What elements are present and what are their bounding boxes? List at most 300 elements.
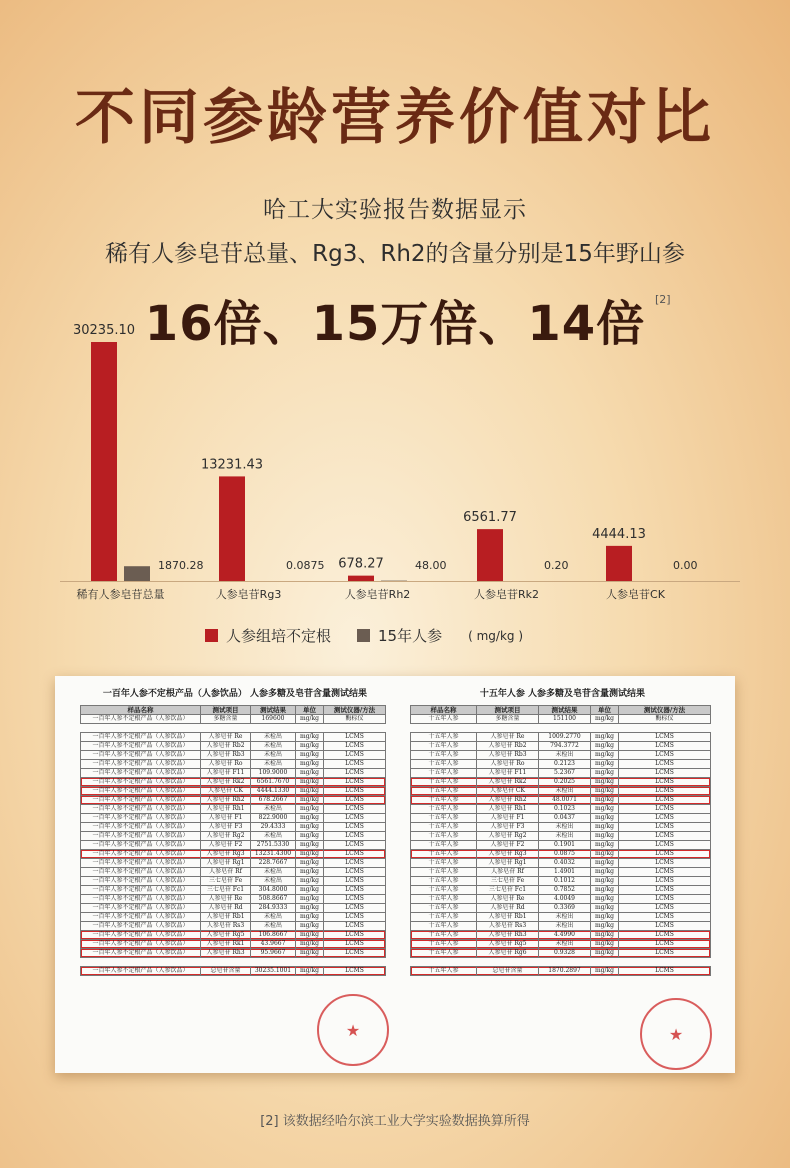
table-cell: 未检出 [251, 868, 296, 877]
table-row [81, 940, 386, 949]
table-cell: 人参皂苷 Rb2 [201, 742, 251, 751]
table-cell: 十五年人参 [411, 760, 477, 769]
table-cell: 人参皂苷 CK [201, 787, 251, 796]
table-cell [477, 958, 539, 967]
table-cell [251, 958, 296, 967]
table-cell: LCMS [324, 805, 386, 814]
table-row [411, 940, 711, 949]
category-label: 人参皂苷Rk2 [473, 588, 540, 601]
table-cell: mg/kg [591, 850, 619, 859]
table-cell: mg/kg [591, 823, 619, 832]
table-row [81, 913, 386, 922]
category-label: 人参皂苷Rh2 [344, 588, 411, 601]
table-cell: LCMS [619, 850, 711, 859]
table-cell: 十五年人参 [411, 877, 477, 886]
table-cell: 未检出 [539, 823, 591, 832]
table-cell: 人参皂苷 Rd [477, 904, 539, 913]
table-row [81, 796, 386, 805]
table-cell: 4444.1330 [251, 787, 296, 796]
table-cell: 人参皂苷 Rs3 [477, 922, 539, 931]
table-cell: 304.8000 [251, 886, 296, 895]
table-cell: 人参皂苷 Rb1 [201, 913, 251, 922]
table-cell: mg/kg [591, 886, 619, 895]
header-item: 测试项目 [477, 706, 539, 715]
table-cell: LCMS [324, 922, 386, 931]
report-right-table [410, 705, 711, 976]
table-cell: mg/kg [591, 805, 619, 814]
table-cell [539, 958, 591, 967]
table-cell: mg/kg [591, 904, 619, 913]
table-row [411, 931, 711, 940]
table-cell: LCMS [619, 949, 711, 958]
table-cell: mg/kg [296, 886, 324, 895]
table-cell: mg/kg [591, 760, 619, 769]
table-cell: 十五年人参 [411, 715, 477, 724]
table-row [81, 967, 386, 976]
table-cell: 人参皂苷 Rg6 [477, 949, 539, 958]
table-cell: mg/kg [296, 940, 324, 949]
table-row [411, 814, 711, 823]
table-cell: LCMS [324, 751, 386, 760]
data-label-15yr-ginseng: 0.20 [544, 559, 569, 572]
table-row [411, 949, 711, 958]
table-cell: 228.7667 [251, 859, 296, 868]
table-cell: 人参皂苷 F1 [477, 814, 539, 823]
table-cell: mg/kg [591, 877, 619, 886]
table-row [411, 742, 711, 751]
table-cell: mg/kg [296, 877, 324, 886]
table-cell: LCMS [619, 769, 711, 778]
table-cell: LCMS [619, 823, 711, 832]
data-label-15yr-ginseng: 1870.28 [158, 559, 204, 572]
table-cell: mg/kg [591, 967, 619, 976]
table-cell: mg/kg [591, 841, 619, 850]
table-cell: LCMS [619, 787, 711, 796]
table-row [81, 724, 386, 733]
table-cell [591, 724, 619, 733]
table-cell: 一百年人参不定根产品（人参饮品） [81, 850, 201, 859]
table-cell [411, 724, 477, 733]
category-label: 人参皂苷CK [606, 588, 665, 601]
table-cell: mg/kg [591, 940, 619, 949]
table-cell: 人参皂苷 F1 [201, 814, 251, 823]
table-cell: 人参皂苷 Re [477, 895, 539, 904]
table-cell: 人参皂苷 Rh1 [201, 805, 251, 814]
legend-label-adventitious-root: 人参组培不定根 [226, 627, 332, 645]
table-cell [81, 724, 201, 733]
table-row [81, 841, 386, 850]
table-cell: LCMS [324, 823, 386, 832]
table-row [411, 778, 711, 787]
table-cell [477, 724, 539, 733]
table-cell: 一百年人参不定根产品（人参饮品） [81, 805, 201, 814]
table-cell: 总皂苷含量 [201, 967, 251, 976]
table-cell: 一百年人参不定根产品（人参饮品） [81, 877, 201, 886]
chart-legend [205, 625, 523, 646]
table-cell: 一百年人参不定根产品（人参饮品） [81, 832, 201, 841]
table-cell: 人参皂苷 F2 [477, 841, 539, 850]
table-cell: 十五年人参 [411, 913, 477, 922]
table-cell: 未检出 [251, 832, 296, 841]
table-cell [201, 724, 251, 733]
data-label-15yr-ginseng: 48.00 [415, 559, 447, 572]
table-cell: LCMS [619, 751, 711, 760]
table-cell: 十五年人参 [411, 940, 477, 949]
table-row [411, 733, 711, 742]
table-row [411, 850, 711, 859]
table-cell: mg/kg [296, 796, 324, 805]
table-cell: mg/kg [296, 904, 324, 913]
table-cell: 未检出 [251, 751, 296, 760]
table-cell: 未检出 [539, 751, 591, 760]
table-cell: 人参皂苷 Rs3 [201, 922, 251, 931]
table-cell: 人参皂苷 Rg3 [477, 850, 539, 859]
table-cell: mg/kg [296, 850, 324, 859]
table-cell: 5.2367 [539, 769, 591, 778]
table-cell: mg/kg [591, 931, 619, 940]
table-cell: LCMS [324, 868, 386, 877]
table-cell: mg/kg [296, 715, 324, 724]
table-cell: LCMS [324, 796, 386, 805]
table-row [411, 868, 711, 877]
table-cell: 0.0437 [539, 814, 591, 823]
comparison-bar-chart [0, 300, 790, 610]
table-row [411, 823, 711, 832]
table-cell: mg/kg [296, 751, 324, 760]
bar-adventitious-root [477, 529, 503, 581]
report-left [80, 676, 390, 976]
table-cell: LCMS [324, 904, 386, 913]
table-cell: 一百年人参不定根产品（人参饮品） [81, 868, 201, 877]
table-cell: 4.4990 [539, 931, 591, 940]
table-cell: LCMS [619, 877, 711, 886]
chart-unit-label: ( mg/kg ) [468, 628, 524, 643]
table-cell: 十五年人参 [411, 805, 477, 814]
table-row [411, 724, 711, 733]
table-row [81, 742, 386, 751]
table-cell: 人参皂苷 Rh3 [477, 931, 539, 940]
table-cell: 人参皂苷 F3 [477, 823, 539, 832]
table-row [411, 859, 711, 868]
table-cell: LCMS [619, 967, 711, 976]
data-label-adventitious-root: 30235.10 [72, 323, 136, 338]
header-unit: 单位 [591, 706, 619, 715]
table-cell: 一百年人参不定根产品（人参饮品） [81, 778, 201, 787]
table-row [81, 814, 386, 823]
table-cell: 人参皂苷 Rk2 [477, 778, 539, 787]
table-cell: 0.1012 [539, 877, 591, 886]
table-cell: 一百年人参不定根产品（人参饮品） [81, 823, 201, 832]
table-cell: LCMS [324, 859, 386, 868]
table-cell: LCMS [324, 967, 386, 976]
table-cell: 109.9000 [251, 769, 296, 778]
table-cell: LCMS [619, 922, 711, 931]
table-cell: mg/kg [591, 859, 619, 868]
table-cell [324, 724, 386, 733]
table-cell: 人参皂苷 Rf [201, 868, 251, 877]
table-cell: 三七皂苷 Fe [201, 877, 251, 886]
table-cell: mg/kg [591, 769, 619, 778]
table-cell: 十五年人参 [411, 733, 477, 742]
table-cell: 十五年人参 [411, 850, 477, 859]
table-cell: 30235.1001 [251, 967, 296, 976]
table-cell: 13231.4300 [251, 850, 296, 859]
legend-item-15yr-ginseng [357, 625, 442, 646]
table-cell: mg/kg [296, 832, 324, 841]
table-cell: mg/kg [591, 922, 619, 931]
table-cell: 人参皂苷 F2 [201, 841, 251, 850]
table-cell: 人参皂苷 Rg1 [477, 859, 539, 868]
table-cell: mg/kg [591, 895, 619, 904]
table-cell: LCMS [324, 850, 386, 859]
table-cell: 一百年人参不定根产品（人参饮品） [81, 904, 201, 913]
table-cell: 十五年人参 [411, 922, 477, 931]
table-cell: 十五年人参 [411, 751, 477, 760]
table-cell [201, 958, 251, 967]
category-label: 稀有人参皂苷总量 [76, 588, 165, 601]
table-cell: 未检出 [539, 940, 591, 949]
table-cell: 人参皂苷 Rg5 [201, 931, 251, 940]
table-cell: 508.8667 [251, 895, 296, 904]
table-cell [591, 958, 619, 967]
table-row [411, 805, 711, 814]
table-cell: 0.0875 [539, 850, 591, 859]
table-cell: 一百年人参不定根产品（人参饮品） [81, 949, 201, 958]
table-cell: 一百年人参不定根产品（人参饮品） [81, 787, 201, 796]
table-cell: LCMS [619, 760, 711, 769]
table-cell: 0.1023 [539, 805, 591, 814]
table-cell: 三七皂苷 Fc1 [477, 886, 539, 895]
table-cell: 48.0071 [539, 796, 591, 805]
table-cell: LCMS [324, 814, 386, 823]
table-row [81, 877, 386, 886]
table-row [411, 841, 711, 850]
table-cell: 多糖含量 [201, 715, 251, 724]
table-cell: mg/kg [296, 913, 324, 922]
report-left-table [80, 705, 386, 976]
table-cell: mg/kg [591, 814, 619, 823]
table-cell: mg/kg [591, 949, 619, 958]
table-cell: mg/kg [296, 769, 324, 778]
table-cell: 95.9667 [251, 949, 296, 958]
table-cell: LCMS [619, 868, 711, 877]
table-cell: mg/kg [296, 823, 324, 832]
table-cell: 43.9667 [251, 940, 296, 949]
header-result: 测试结果 [539, 706, 591, 715]
table-cell: mg/kg [296, 967, 324, 976]
table-cell: 1870.2897 [539, 967, 591, 976]
table-cell: 一百年人参不定根产品（人参饮品） [81, 895, 201, 904]
table-cell: 十五年人参 [411, 859, 477, 868]
table-row [81, 778, 386, 787]
table-cell: 多糖含量 [477, 715, 539, 724]
table-cell: 人参皂苷 Rk1 [201, 940, 251, 949]
bar-15yr-ginseng [124, 566, 150, 581]
table-cell: 十五年人参 [411, 778, 477, 787]
table-cell: 人参皂苷 F11 [477, 769, 539, 778]
table-cell: 十五年人参 [411, 967, 477, 976]
table-cell: 人参皂苷 Ro [201, 760, 251, 769]
table-cell: 人参皂苷 Rb3 [477, 751, 539, 760]
official-seal-left: ★ [317, 994, 389, 1066]
table-cell [619, 958, 711, 967]
table-cell: mg/kg [296, 895, 324, 904]
table-cell: 总皂苷含量 [477, 967, 539, 976]
table-cell: mg/kg [591, 715, 619, 724]
table-cell: mg/kg [296, 922, 324, 931]
table-cell: LCMS [324, 877, 386, 886]
table-cell: 十五年人参 [411, 769, 477, 778]
table-cell: 十五年人参 [411, 796, 477, 805]
table-cell: 人参皂苷 Rg3 [201, 850, 251, 859]
table-cell [296, 958, 324, 967]
table-cell: LCMS [619, 796, 711, 805]
table-cell: LCMS [324, 886, 386, 895]
table-cell: 十五年人参 [411, 832, 477, 841]
table-cell: LCMS [619, 778, 711, 787]
table-cell: LCMS [324, 733, 386, 742]
table-cell: mg/kg [591, 913, 619, 922]
table-cell: LCMS [324, 913, 386, 922]
table-cell: mg/kg [591, 832, 619, 841]
table-cell: 人参皂苷 Rh2 [477, 796, 539, 805]
table-cell: mg/kg [296, 787, 324, 796]
table-cell: 一百年人参不定根产品（人参饮品） [81, 841, 201, 850]
table-row [81, 715, 386, 724]
data-label-adventitious-root: 13231.43 [200, 457, 264, 473]
table-cell: 酶标仪 [619, 715, 711, 724]
legend-item-adventitious-root [205, 625, 331, 646]
table-row [81, 805, 386, 814]
table-cell: LCMS [324, 949, 386, 958]
data-label-15yr-ginseng: 0.00 [673, 559, 698, 572]
table-cell: mg/kg [591, 742, 619, 751]
table-cell: mg/kg [296, 814, 324, 823]
table-cell: 十五年人参 [411, 868, 477, 877]
table-cell: 一百年人参不定根产品（人参饮品） [81, 931, 201, 940]
table-cell: mg/kg [591, 733, 619, 742]
table-cell: 三七皂苷 Fe [477, 877, 539, 886]
reference-mark: [2] [655, 293, 671, 306]
table-cell: LCMS [619, 832, 711, 841]
table-cell: 十五年人参 [411, 742, 477, 751]
table-cell: mg/kg [296, 805, 324, 814]
table-cell: 一百年人参不定根产品（人参饮品） [81, 715, 201, 724]
multiplier-headline: 16倍、15万倍、14倍 [144, 296, 646, 352]
table-row [411, 715, 711, 724]
table-cell: 人参皂苷 Re [201, 733, 251, 742]
bar-adventitious-root [606, 546, 632, 581]
table-row [411, 958, 711, 967]
table-row [411, 760, 711, 769]
table-cell: mg/kg [296, 742, 324, 751]
table-row [81, 787, 386, 796]
subtitle-source: 哈工大实验报告数据显示 [263, 197, 527, 223]
table-cell: 一百年人参不定根产品（人参饮品） [81, 769, 201, 778]
header-method: 测试仪器/方法 [619, 706, 711, 715]
table-cell: 0.2123 [539, 760, 591, 769]
table-cell [411, 958, 477, 967]
table-row [81, 949, 386, 958]
table-cell [251, 724, 296, 733]
table-cell: 未检出 [251, 877, 296, 886]
table-row [411, 769, 711, 778]
table-row [81, 922, 386, 931]
table-row [81, 850, 386, 859]
footnote: [2] 该数据经哈尔滨工业大学实验数据换算所得 [260, 1114, 530, 1129]
table-cell: LCMS [619, 841, 711, 850]
header-result: 测试结果 [251, 706, 296, 715]
official-seal-right: ★ [640, 998, 712, 1070]
table-cell: 一百年人参不定根产品（人参饮品） [81, 967, 201, 976]
table-cell: 0.4032 [539, 859, 591, 868]
table-row [411, 877, 711, 886]
table-cell: mg/kg [591, 796, 619, 805]
table-cell: 人参皂苷 F11 [201, 769, 251, 778]
table-cell: 人参皂苷 Ro [477, 760, 539, 769]
table-cell: 2751.5330 [251, 841, 296, 850]
table-cell: 未检出 [251, 913, 296, 922]
table-cell: 十五年人参 [411, 895, 477, 904]
report-right [410, 676, 715, 976]
table-row [411, 787, 711, 796]
table-cell: 一百年人参不定根产品（人参饮品） [81, 913, 201, 922]
table-cell [296, 724, 324, 733]
table-cell: 十五年人参 [411, 949, 477, 958]
table-row [81, 733, 386, 742]
table-cell: 一百年人参不定根产品（人参饮品） [81, 940, 201, 949]
table-cell: 十五年人参 [411, 904, 477, 913]
table-cell: 人参皂苷 Rg1 [201, 859, 251, 868]
table-cell: 794.3772 [539, 742, 591, 751]
table-cell: mg/kg [296, 841, 324, 850]
table-cell: 人参皂苷 F3 [201, 823, 251, 832]
table-row [411, 796, 711, 805]
table-cell: 人参皂苷 Rb1 [477, 913, 539, 922]
table-cell: 678.2667 [251, 796, 296, 805]
table-cell: LCMS [324, 841, 386, 850]
table-cell: 未检出 [251, 805, 296, 814]
table-cell: mg/kg [296, 859, 324, 868]
table-cell: 284.9333 [251, 904, 296, 913]
table-cell: LCMS [619, 904, 711, 913]
table-cell: LCMS [324, 931, 386, 940]
table-cell [539, 724, 591, 733]
table-cell: 十五年人参 [411, 823, 477, 832]
table-cell: mg/kg [296, 949, 324, 958]
table-cell: LCMS [324, 832, 386, 841]
subtitle-description: 稀有人参皂苷总量、Rg3、Rh2的含量分别是15年野山参 [105, 241, 685, 267]
table-cell [619, 724, 711, 733]
table-cell [81, 958, 201, 967]
table-cell: LCMS [324, 895, 386, 904]
table-cell: LCMS [619, 805, 711, 814]
table-cell: LCMS [324, 940, 386, 949]
table-cell: 0.2025 [539, 778, 591, 787]
table-cell: mg/kg [296, 868, 324, 877]
table-cell: 十五年人参 [411, 886, 477, 895]
table-cell: 0.9328 [539, 949, 591, 958]
table-cell: LCMS [324, 787, 386, 796]
table-cell: 未检出 [251, 733, 296, 742]
table-cell: LCMS [324, 760, 386, 769]
table-cell: 人参皂苷 CK [477, 787, 539, 796]
table-cell [324, 958, 386, 967]
report-left-title: 一百年人参不定根产品（人参饮品） 人参多糖及皂苷含量测试结果 [102, 689, 368, 699]
table-cell: 人参皂苷 Rd [201, 904, 251, 913]
bar-adventitious-root [348, 576, 374, 581]
table-cell: 169600 [251, 715, 296, 724]
